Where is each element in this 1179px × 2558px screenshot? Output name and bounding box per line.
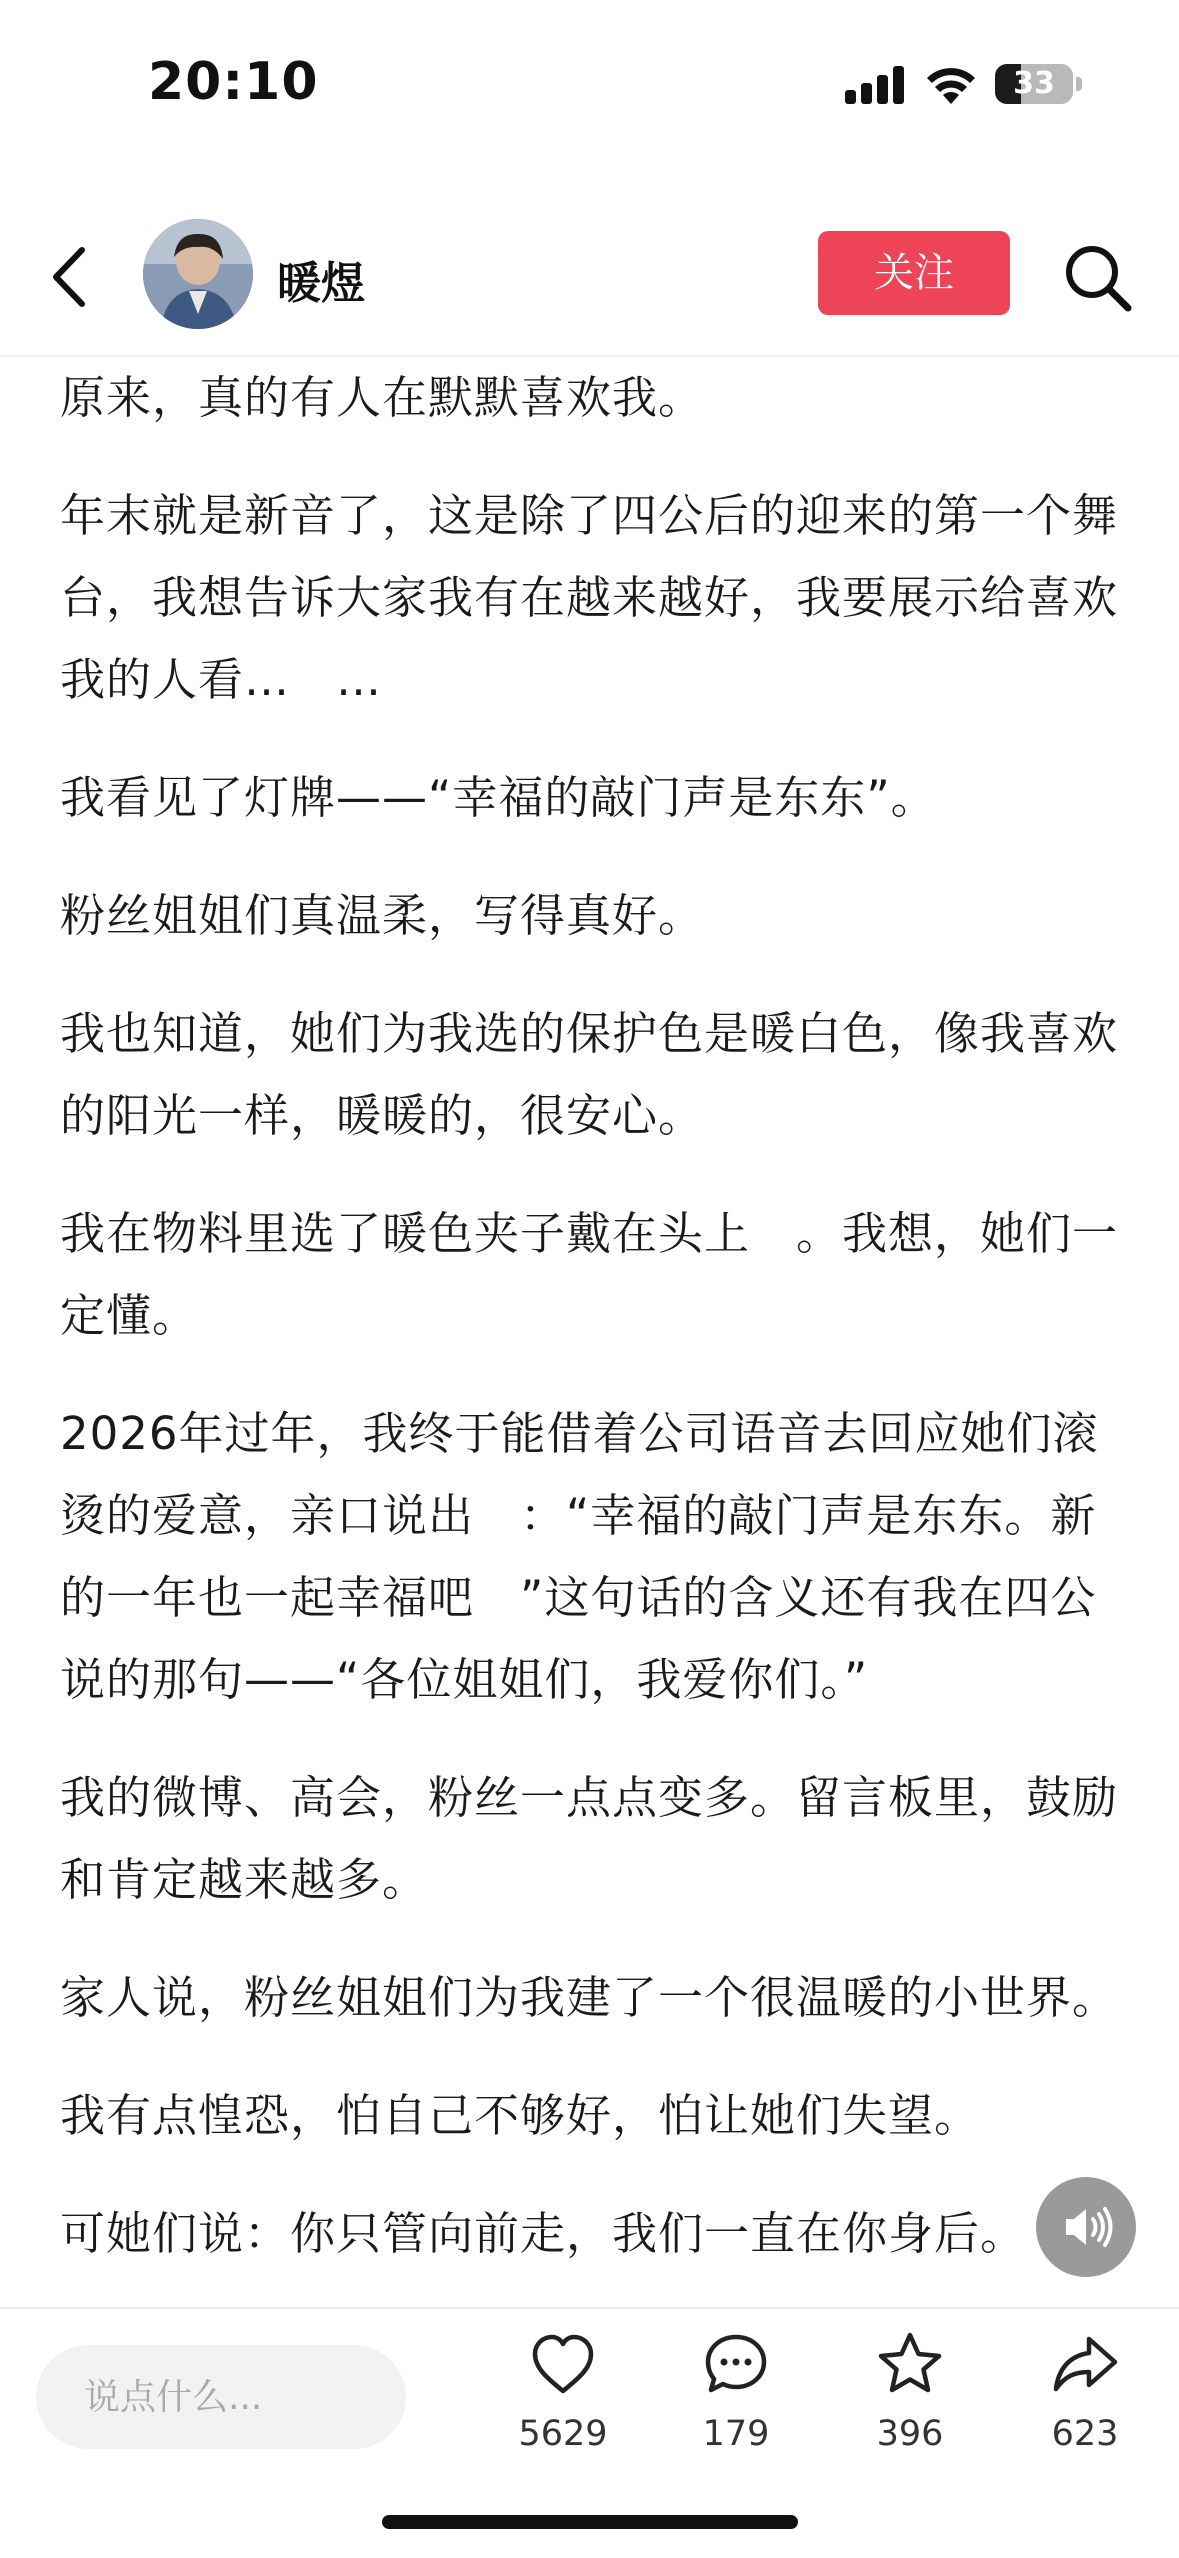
share-button[interactable] <box>1010 2329 1160 2479</box>
speaker-icon <box>1036 2177 1136 2277</box>
article-paragraph: 2026年过年，我终于能借着公司语音去回应她们滚烫的爱意，亲口说出 ：“幸福的敲门声是东东。新的一年也一起幸福吧 ”这句话的含义还有我在四公说的那句——“各位姐姐们，我爱你们。” <box>60 1407 1099 1706</box>
follow-button[interactable]: 关注 <box>818 231 1010 315</box>
share-count: 623 <box>1051 2414 1119 2454</box>
comment-count: 179 <box>702 2414 770 2454</box>
article-paragraph: 粉丝姐姐们真温柔，写得真好。 <box>60 889 705 942</box>
avatar[interactable] <box>143 219 253 329</box>
battery-level: 33 <box>1013 66 1055 101</box>
sound-button[interactable] <box>1036 2177 1136 2277</box>
status-time: 20:10 <box>148 52 319 112</box>
comment-bubble-icon <box>700 2329 772 2401</box>
like-count: 5629 <box>518 2414 608 2454</box>
battery-icon <box>995 64 1073 104</box>
favorite-count: 396 <box>876 2414 944 2454</box>
cellular-signal-icon <box>845 66 905 104</box>
article-paragraph: 我的微博、高会，粉丝一点点变多。留言板里，鼓励和肯定越来越多。 <box>60 1771 1119 1906</box>
article-paragraph: 家人说，粉丝姐姐们为我建了一个很温暖的小世界。 <box>60 1971 1119 2024</box>
favorite-button[interactable] <box>835 2329 985 2479</box>
share-arrow-icon <box>1049 2329 1121 2401</box>
search-icon[interactable] <box>1060 240 1136 316</box>
article-paragraph: 可她们说：你只管向前走，我们一直在你身后。 <box>60 2207 1027 2260</box>
article-paragraph: 年末就是新音了，这是除了四公后的迎来的第一个舞台，我想告诉大家我有在越来越好，我要展示给喜欢我的人看… … <box>60 489 1119 706</box>
article-paragraph: 我看见了灯牌——“幸福的敲门声是东东”。 <box>60 771 937 824</box>
star-icon <box>874 2329 946 2401</box>
comment-input[interactable] <box>36 2345 406 2449</box>
status-bar <box>0 0 1179 170</box>
article-body <box>60 357 1120 2307</box>
battery-cap <box>1076 77 1082 91</box>
like-button[interactable] <box>488 2329 638 2479</box>
chevron-left-icon[interactable] <box>40 240 100 315</box>
article-header <box>0 200 1179 357</box>
username[interactable]: 暖煜 <box>277 258 365 309</box>
heart-icon <box>527 2329 599 2401</box>
avatar-photo-icon <box>143 219 253 329</box>
home-indicator <box>382 2515 798 2529</box>
article-paragraph: 我也知道，她们为我选的保护色是暖白色，像我喜欢的阳光一样，暖暖的，很安心。 <box>60 1007 1119 1142</box>
article-paragraph: 原来，真的有人在默默喜欢我。 <box>60 371 705 424</box>
article-paragraph: 我有点惶恐，怕自己不够好，怕让她们失望。 <box>60 2089 981 2142</box>
wifi-icon <box>924 62 978 106</box>
comment-button[interactable] <box>661 2329 811 2479</box>
article-paragraph: 我在物料里选了暖色夹子戴在头上 。我想，她们一定懂。 <box>60 1207 1119 1342</box>
